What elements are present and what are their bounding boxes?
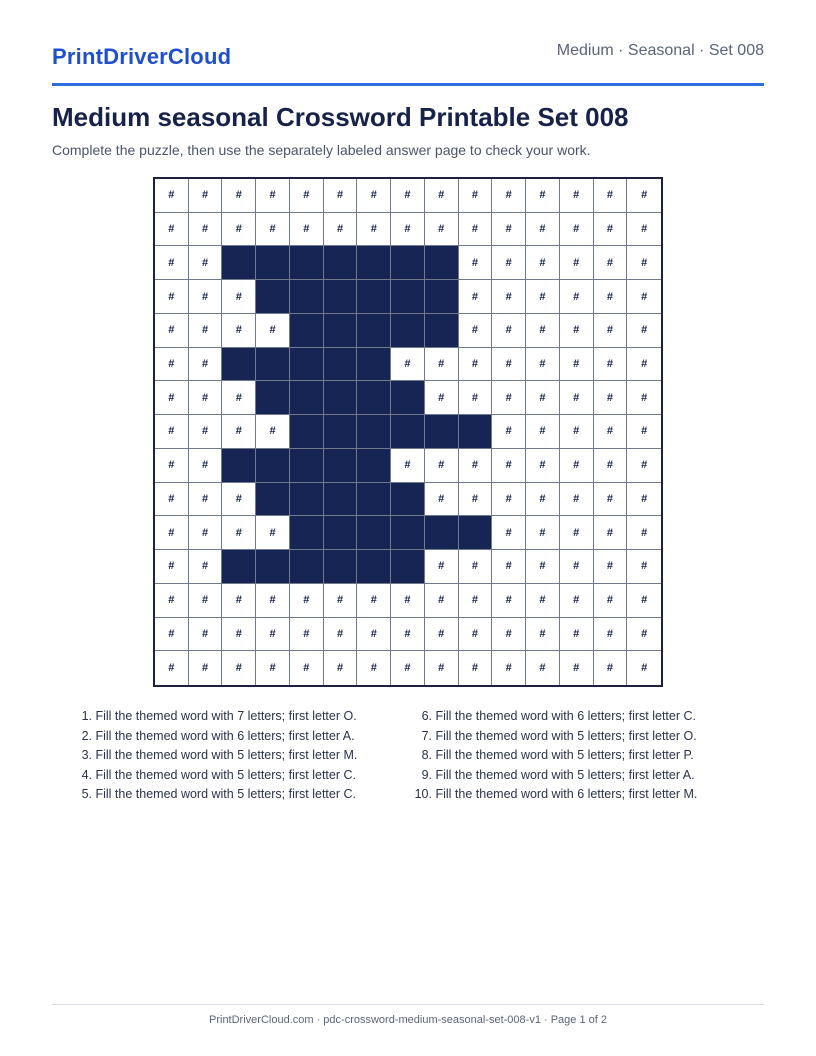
grid-cell[interactable]: # bbox=[560, 415, 594, 449]
grid-cell[interactable]: # bbox=[290, 213, 324, 247]
page-title: Medium seasonal Crossword Printable Set 008 bbox=[52, 102, 629, 132]
grid-cell[interactable]: # bbox=[189, 280, 223, 314]
grid-cell[interactable]: # bbox=[391, 449, 425, 483]
grid-cell[interactable]: # bbox=[492, 550, 526, 584]
grid-cell[interactable]: # bbox=[222, 381, 256, 415]
grid-cell[interactable]: # bbox=[357, 179, 391, 213]
grid-cell[interactable]: # bbox=[425, 213, 459, 247]
grid-cell[interactable]: # bbox=[594, 348, 628, 382]
grid-cell[interactable]: # bbox=[391, 179, 425, 213]
grid-cell[interactable]: # bbox=[155, 483, 189, 517]
grid-block-cell bbox=[357, 483, 391, 517]
grid-block-cell bbox=[256, 381, 290, 415]
grid-cell[interactable]: # bbox=[425, 449, 459, 483]
grid-cell[interactable]: # bbox=[459, 651, 493, 685]
grid-cell[interactable]: # bbox=[425, 179, 459, 213]
grid-cell[interactable]: # bbox=[222, 314, 256, 348]
grid-cell[interactable]: # bbox=[594, 584, 628, 618]
page-subtitle: Complete the puzzle, then use the separately labeled answer page to check your work. bbox=[52, 142, 591, 158]
grid-block-cell bbox=[357, 348, 391, 382]
crossword-grid bbox=[153, 177, 663, 687]
grid-block-cell bbox=[290, 550, 324, 584]
grid-block-cell bbox=[290, 246, 324, 280]
grid-cell[interactable]: # bbox=[256, 516, 290, 550]
grid-cell[interactable]: # bbox=[189, 483, 223, 517]
clue-number: 6. bbox=[421, 709, 432, 723]
grid-cell[interactable]: # bbox=[594, 651, 628, 685]
grid-cell[interactable]: # bbox=[526, 348, 560, 382]
clue-number: 3. bbox=[81, 748, 92, 762]
grid-block-cell bbox=[290, 280, 324, 314]
grid-cell[interactable]: # bbox=[526, 449, 560, 483]
grid-cell[interactable]: # bbox=[594, 381, 628, 415]
clue-text: Fill the themed word with 7 letters; first letter O. bbox=[95, 709, 357, 723]
grid-cell[interactable]: # bbox=[155, 280, 189, 314]
grid-cell[interactable]: # bbox=[594, 213, 628, 247]
grid-block-cell bbox=[324, 348, 358, 382]
grid-cell[interactable]: # bbox=[357, 618, 391, 652]
grid-cell[interactable]: # bbox=[324, 584, 358, 618]
grid-block-cell bbox=[357, 246, 391, 280]
grid-cell[interactable]: # bbox=[594, 618, 628, 652]
grid-cell[interactable]: # bbox=[459, 550, 493, 584]
grid-block-cell bbox=[425, 516, 459, 550]
grid-cell[interactable]: # bbox=[189, 651, 223, 685]
grid-cell[interactable]: # bbox=[627, 483, 661, 517]
grid-cell[interactable]: # bbox=[459, 584, 493, 618]
grid-cell[interactable]: # bbox=[459, 483, 493, 517]
grid-cell[interactable]: # bbox=[560, 314, 594, 348]
clue-column-left bbox=[60, 709, 357, 807]
grid-cell[interactable]: # bbox=[492, 651, 526, 685]
grid-cell[interactable]: # bbox=[425, 618, 459, 652]
grid-block-cell bbox=[324, 280, 358, 314]
puzzle-meta: Medium · Seasonal · Set 008 bbox=[556, 42, 764, 59]
grid-cell[interactable]: # bbox=[627, 314, 661, 348]
grid-cell[interactable]: # bbox=[560, 246, 594, 280]
grid-cell[interactable]: # bbox=[290, 584, 324, 618]
grid-cell[interactable]: # bbox=[357, 213, 391, 247]
grid-cell[interactable]: # bbox=[627, 246, 661, 280]
grid-cell[interactable]: # bbox=[526, 516, 560, 550]
grid-block-cell bbox=[324, 550, 358, 584]
clue-text: Fill the themed word with 6 letters; first letter C. bbox=[435, 709, 696, 723]
grid-cell[interactable]: # bbox=[492, 584, 526, 618]
grid-cell[interactable]: # bbox=[627, 415, 661, 449]
grid-cell[interactable]: # bbox=[459, 381, 493, 415]
grid-cell[interactable]: # bbox=[189, 584, 223, 618]
grid-cell[interactable]: # bbox=[627, 280, 661, 314]
grid-cell[interactable]: # bbox=[492, 516, 526, 550]
grid-cell[interactable]: # bbox=[594, 516, 628, 550]
grid-cell[interactable]: # bbox=[526, 179, 560, 213]
grid-cell[interactable]: # bbox=[459, 179, 493, 213]
clue-text: Fill the themed word with 6 letters; first letter M. bbox=[435, 787, 698, 801]
grid-block-cell bbox=[256, 483, 290, 517]
grid-cell[interactable]: # bbox=[222, 179, 256, 213]
grid-block-cell bbox=[425, 314, 459, 348]
grid-cell[interactable]: # bbox=[256, 618, 290, 652]
grid-block-cell bbox=[357, 449, 391, 483]
grid-cell[interactable]: # bbox=[526, 651, 560, 685]
grid-cell[interactable]: # bbox=[594, 246, 628, 280]
grid-cell[interactable]: # bbox=[357, 651, 391, 685]
grid-cell[interactable]: # bbox=[189, 246, 223, 280]
grid-cell[interactable]: # bbox=[189, 550, 223, 584]
grid-block-cell bbox=[357, 550, 391, 584]
grid-cell[interactable]: # bbox=[526, 483, 560, 517]
grid-cell[interactable]: # bbox=[189, 381, 223, 415]
grid-cell[interactable]: # bbox=[155, 449, 189, 483]
grid-cell[interactable]: # bbox=[492, 179, 526, 213]
grid-cell[interactable]: # bbox=[627, 179, 661, 213]
grid-cell[interactable]: # bbox=[222, 651, 256, 685]
grid-cell[interactable]: # bbox=[155, 381, 189, 415]
grid-block-cell bbox=[324, 415, 358, 449]
clue-number: 9. bbox=[421, 767, 432, 782]
grid-block-cell bbox=[459, 516, 493, 550]
grid-cell[interactable]: # bbox=[526, 381, 560, 415]
clue-item bbox=[400, 729, 697, 749]
page-footer: PrintDriverCloud.com · pdc-crossword-medium-seasonal-set-008-v1 · Page 1 of 2 bbox=[209, 1014, 607, 1026]
grid-cell[interactable]: # bbox=[189, 213, 223, 247]
grid-block-cell bbox=[357, 381, 391, 415]
grid-cell[interactable]: # bbox=[256, 179, 290, 213]
grid-cell[interactable]: # bbox=[641, 662, 648, 675]
grid-block-cell bbox=[256, 348, 290, 382]
grid-cell[interactable]: # bbox=[155, 651, 189, 685]
grid-cell[interactable]: # bbox=[627, 516, 661, 550]
clue-column-right bbox=[400, 709, 697, 807]
clue-number: 1. bbox=[81, 709, 92, 723]
grid-cell[interactable]: # bbox=[222, 516, 256, 550]
grid-block-cell bbox=[459, 415, 493, 449]
grid-block-cell bbox=[290, 483, 324, 517]
clue-text: Fill the themed word with 5 letters; first letter O. bbox=[435, 728, 697, 743]
grid-cell[interactable]: # bbox=[560, 449, 594, 483]
grid-cell[interactable]: # bbox=[222, 213, 256, 247]
grid-block-cell bbox=[357, 516, 391, 550]
grid-cell[interactable]: # bbox=[627, 550, 661, 584]
grid-cell[interactable]: # bbox=[189, 415, 223, 449]
grid-cell[interactable]: # bbox=[189, 449, 223, 483]
clue-number: 4. bbox=[81, 767, 92, 782]
grid-cell[interactable]: # bbox=[459, 449, 493, 483]
grid-cell[interactable]: # bbox=[425, 348, 459, 382]
grid-block-cell bbox=[324, 483, 358, 517]
grid-cell[interactable]: # bbox=[222, 415, 256, 449]
grid-cell[interactable]: # bbox=[155, 213, 189, 247]
grid-cell[interactable]: # bbox=[256, 651, 290, 685]
grid-block-cell bbox=[425, 246, 459, 280]
brand-logo: PrintDriverCloud bbox=[52, 44, 232, 69]
grid-cell[interactable]: # bbox=[391, 618, 425, 652]
grid-block-cell bbox=[391, 415, 425, 449]
grid-block-cell bbox=[222, 550, 256, 584]
clue-text: Fill the themed word with 5 letters; first letter A. bbox=[435, 767, 695, 782]
grid-cell[interactable]: # bbox=[594, 280, 628, 314]
clue-item bbox=[60, 787, 357, 807]
grid-cell[interactable]: # bbox=[627, 584, 661, 618]
grid-cell[interactable]: # bbox=[324, 618, 358, 652]
grid-cell[interactable]: # bbox=[155, 618, 189, 652]
clue-item bbox=[400, 748, 697, 768]
clue-item bbox=[400, 787, 697, 807]
grid-block-cell bbox=[425, 280, 459, 314]
grid-block-cell bbox=[256, 449, 290, 483]
grid-cell[interactable]: # bbox=[155, 179, 189, 213]
clue-text: Fill the themed word with 6 letters; first letter A. bbox=[95, 728, 355, 743]
grid-cell[interactable]: # bbox=[627, 348, 661, 382]
grid-cell[interactable]: # bbox=[290, 651, 324, 685]
grid-cell[interactable]: # bbox=[560, 550, 594, 584]
grid-cell[interactable]: # bbox=[526, 618, 560, 652]
grid-cell[interactable]: # bbox=[155, 246, 189, 280]
grid-block-cell bbox=[357, 415, 391, 449]
grid-cell[interactable]: # bbox=[560, 348, 594, 382]
grid-cell[interactable]: # bbox=[594, 483, 628, 517]
grid-cell[interactable]: # bbox=[594, 179, 628, 213]
grid-block-cell bbox=[256, 246, 290, 280]
clue-text: Fill the themed word with 5 letters; first letter C. bbox=[95, 767, 356, 782]
grid-cell[interactable]: # bbox=[492, 246, 526, 280]
grid-cell[interactable]: # bbox=[492, 483, 526, 517]
header-divider bbox=[52, 83, 764, 86]
grid-cell[interactable]: # bbox=[492, 348, 526, 382]
grid-block-cell bbox=[391, 381, 425, 415]
grid-block-cell bbox=[256, 550, 290, 584]
grid-cell[interactable]: # bbox=[155, 584, 189, 618]
grid-cell[interactable]: # bbox=[526, 584, 560, 618]
grid-block-cell bbox=[324, 381, 358, 415]
grid-cell[interactable]: # bbox=[560, 179, 594, 213]
grid-block-cell bbox=[256, 280, 290, 314]
grid-cell[interactable]: # bbox=[627, 618, 661, 652]
grid-cell[interactable]: # bbox=[594, 550, 628, 584]
grid-block-cell bbox=[290, 381, 324, 415]
clue-number: 8. bbox=[421, 748, 432, 762]
grid-cell[interactable]: # bbox=[425, 483, 459, 517]
grid-block-cell bbox=[290, 449, 324, 483]
grid-block-cell bbox=[391, 483, 425, 517]
grid-cell[interactable]: # bbox=[594, 415, 628, 449]
grid-cell[interactable]: # bbox=[594, 449, 628, 483]
grid-cell[interactable]: # bbox=[560, 280, 594, 314]
grid-cell[interactable]: # bbox=[391, 584, 425, 618]
grid-cell[interactable]: # bbox=[155, 415, 189, 449]
grid-cell[interactable]: # bbox=[391, 213, 425, 247]
footer-divider bbox=[52, 1004, 764, 1005]
grid-cell[interactable]: # bbox=[256, 415, 290, 449]
grid-cell[interactable]: # bbox=[189, 314, 223, 348]
grid-cell[interactable]: # bbox=[425, 651, 459, 685]
grid-cell[interactable]: # bbox=[425, 584, 459, 618]
clue-text: Fill the themed word with 5 letters; first letter C. bbox=[95, 787, 356, 801]
grid-block-cell bbox=[324, 246, 358, 280]
grid-cell[interactable]: # bbox=[222, 483, 256, 517]
clue-text: Fill the themed word with 5 letters; first letter P. bbox=[435, 748, 694, 762]
clue-item bbox=[60, 748, 357, 768]
grid-cell[interactable]: # bbox=[560, 516, 594, 550]
grid-cell[interactable]: # bbox=[459, 314, 493, 348]
grid-cell[interactable]: # bbox=[290, 179, 324, 213]
grid-cell[interactable]: # bbox=[189, 179, 223, 213]
grid-block-cell bbox=[357, 314, 391, 348]
grid-cell[interactable]: # bbox=[526, 280, 560, 314]
clue-item bbox=[400, 768, 697, 788]
clue-item bbox=[60, 709, 357, 729]
grid-cell[interactable]: # bbox=[627, 381, 661, 415]
grid-block-cell bbox=[324, 516, 358, 550]
grid-cell[interactable]: # bbox=[560, 651, 594, 685]
grid-cell[interactable]: # bbox=[189, 348, 223, 382]
grid-block-cell bbox=[222, 348, 256, 382]
grid-cell[interactable]: # bbox=[526, 550, 560, 584]
grid-cell[interactable]: # bbox=[324, 651, 358, 685]
grid-cell[interactable]: # bbox=[526, 415, 560, 449]
grid-block-cell bbox=[290, 415, 324, 449]
grid-cell[interactable]: # bbox=[459, 213, 493, 247]
grid-cell[interactable]: # bbox=[391, 651, 425, 685]
grid-cell[interactable]: # bbox=[256, 584, 290, 618]
grid-cell[interactable]: # bbox=[526, 246, 560, 280]
grid-cell[interactable]: # bbox=[560, 213, 594, 247]
grid-cell[interactable]: # bbox=[425, 381, 459, 415]
grid-cell[interactable]: # bbox=[492, 381, 526, 415]
grid-block-cell bbox=[425, 415, 459, 449]
grid-cell[interactable]: # bbox=[324, 213, 358, 247]
grid-cell[interactable]: # bbox=[290, 618, 324, 652]
grid-cell[interactable]: # bbox=[492, 449, 526, 483]
grid-cell[interactable]: # bbox=[459, 618, 493, 652]
clue-item bbox=[400, 709, 697, 729]
grid-cell[interactable]: # bbox=[155, 516, 189, 550]
grid-block-cell bbox=[290, 314, 324, 348]
grid-cell[interactable]: # bbox=[459, 246, 493, 280]
grid-block-cell bbox=[290, 516, 324, 550]
grid-cell[interactable]: # bbox=[492, 314, 526, 348]
grid-block-cell bbox=[324, 449, 358, 483]
clue-text: Fill the themed word with 5 letters; first letter M. bbox=[95, 748, 358, 762]
grid-cell[interactable]: # bbox=[459, 280, 493, 314]
grid-cell[interactable]: # bbox=[155, 348, 189, 382]
grid-cell[interactable]: # bbox=[492, 280, 526, 314]
grid-cell[interactable]: # bbox=[560, 381, 594, 415]
grid-cell[interactable]: # bbox=[425, 550, 459, 584]
grid-block-cell bbox=[391, 280, 425, 314]
grid-cell[interactable]: # bbox=[526, 213, 560, 247]
grid-cell[interactable]: # bbox=[189, 618, 223, 652]
grid-cell[interactable]: # bbox=[627, 213, 661, 247]
grid-cell[interactable]: # bbox=[256, 213, 290, 247]
clue-item bbox=[60, 729, 357, 749]
grid-block-cell bbox=[324, 314, 358, 348]
grid-cell[interactable]: # bbox=[594, 314, 628, 348]
grid-cell[interactable]: # bbox=[526, 314, 560, 348]
grid-cell[interactable]: # bbox=[560, 618, 594, 652]
grid-block-cell bbox=[391, 246, 425, 280]
grid-cell[interactable]: # bbox=[222, 618, 256, 652]
grid-cell[interactable]: # bbox=[222, 280, 256, 314]
grid-cell[interactable]: # bbox=[492, 415, 526, 449]
clue-number: 5. bbox=[81, 787, 92, 801]
grid-cell[interactable]: # bbox=[492, 213, 526, 247]
grid-cell[interactable]: # bbox=[459, 348, 493, 382]
clue-number: 2. bbox=[81, 728, 92, 743]
grid-cell[interactable]: # bbox=[492, 618, 526, 652]
grid-cell[interactable]: # bbox=[155, 550, 189, 584]
clue-number: 7. bbox=[421, 728, 432, 743]
grid-block-cell bbox=[290, 348, 324, 382]
grid-cell[interactable]: # bbox=[560, 584, 594, 618]
clue-item bbox=[60, 768, 357, 788]
grid-cell[interactable]: # bbox=[627, 449, 661, 483]
grid-cell[interactable]: # bbox=[357, 584, 391, 618]
grid-cell[interactable]: # bbox=[155, 314, 189, 348]
grid-cell[interactable]: # bbox=[189, 516, 223, 550]
grid-block-cell bbox=[391, 516, 425, 550]
grid-cell[interactable]: # bbox=[391, 348, 425, 382]
grid-block-cell bbox=[222, 449, 256, 483]
grid-cell[interactable]: # bbox=[560, 483, 594, 517]
grid-block-cell bbox=[357, 280, 391, 314]
grid-block-cell bbox=[222, 246, 256, 280]
grid-block-cell bbox=[391, 314, 425, 348]
grid-cell[interactable]: # bbox=[324, 179, 358, 213]
clue-number: 10. bbox=[414, 787, 432, 801]
grid-cell[interactable]: # bbox=[222, 584, 256, 618]
grid-cell[interactable]: # bbox=[256, 314, 290, 348]
grid-block-cell bbox=[391, 550, 425, 584]
